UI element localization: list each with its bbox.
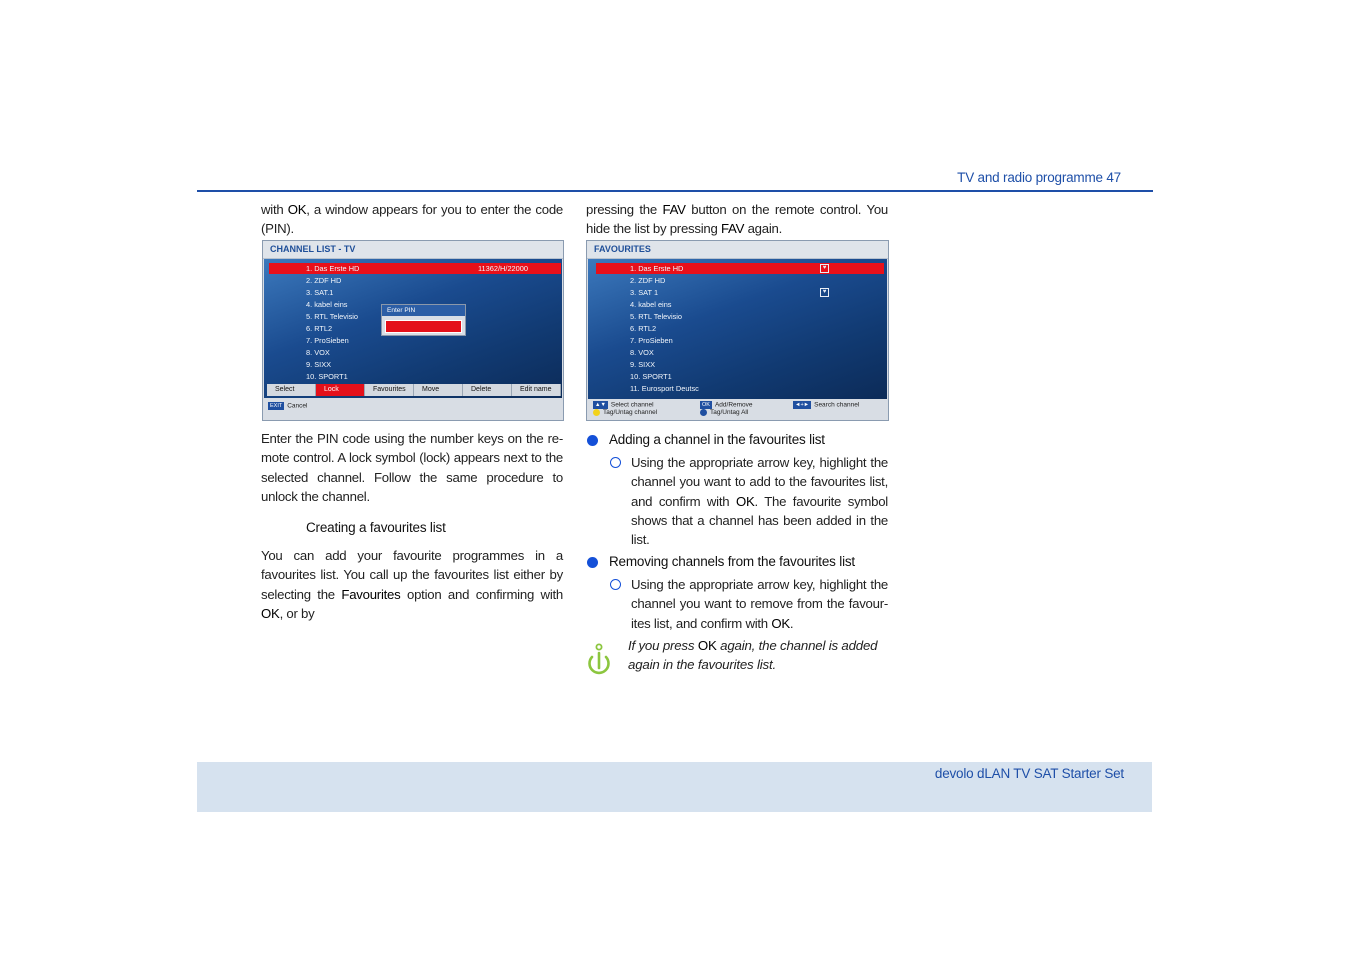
legend-tag-channel: [593, 409, 657, 416]
channel-item[interactable]: 4. kabel eins: [630, 300, 672, 309]
text-run: option and confirming with: [400, 586, 563, 602]
page-header: TV and radio programme 47: [957, 170, 1121, 185]
arrow-keys-icon: ▲▼: [595, 402, 606, 408]
text-run: , a window appears for you to enter the code (PIN).: [261, 202, 563, 237]
favourites-screen: [586, 240, 889, 421]
channel-item[interactable]: 1. Das Erste HD: [630, 264, 684, 273]
channel-item[interactable]: 3. SAT 1: [630, 288, 659, 297]
legend-tag-all: [700, 409, 748, 416]
channel-item[interactable]: 4. kabel eins: [306, 300, 348, 309]
text-run: Using the appropriate arrow key, highlight the channel you want to remove from the favour-ites list, and confirm with: [631, 577, 888, 631]
channel-item[interactable]: 5. RTL Televisio: [630, 312, 683, 321]
text-run: , or by: [279, 605, 315, 621]
text-run: If you press: [628, 638, 698, 653]
channel-item[interactable]: 7. ProSieben: [630, 336, 673, 345]
text-run: pressing the: [586, 202, 663, 217]
text-run: . The favourite symbol shows that a channel has been added in the list.: [631, 493, 888, 548]
option-favourites: Favourites: [341, 586, 401, 602]
text-run: .: [789, 615, 794, 631]
legend-label: Add/Remove: [714, 401, 753, 409]
channel-item[interactable]: 2. ZDF HD: [630, 276, 666, 285]
key-ok: OK: [735, 493, 755, 509]
favourites-paragraph: [261, 546, 563, 623]
channel-item[interactable]: 8. VOX: [306, 348, 330, 357]
legend-select-channel: [593, 401, 654, 409]
channel-item[interactable]: 8. VOX: [630, 348, 654, 357]
softkey-move[interactable]: Move: [414, 384, 463, 396]
key-ok: OK: [697, 638, 717, 653]
text-run: Using the appropriate arrow key, highlight the channel you want to add to the favourites list, and confirm with: [631, 455, 888, 509]
note-text: [628, 636, 888, 675]
bullet-heading-add: Adding a channel in the favourites list: [609, 432, 825, 447]
channel-info: 11362/H/22000: [478, 264, 528, 273]
channel-item[interactable]: 1. Das Erste HD: [306, 264, 360, 273]
yellow-key-icon: [593, 409, 600, 416]
softkey-lock[interactable]: Lock: [316, 384, 365, 396]
channel-item[interactable]: 2. ZDF HD: [306, 276, 342, 285]
bullet-heading-remove: Removing channels from the favourites list: [609, 554, 855, 569]
screen-footer: [268, 402, 307, 410]
softkey-select[interactable]: Select: [267, 384, 316, 396]
text-run: You can add your favourite programmes in a favourites list. You call up the favourites list either by selecting the: [261, 548, 563, 602]
text-run: with: [261, 202, 288, 217]
softkey-delete[interactable]: Delete: [463, 384, 512, 396]
channel-item[interactable]: 10. SPORT1: [630, 372, 672, 381]
bullet-text-remove: [631, 575, 888, 633]
legend-label: Tag/Untag channel: [603, 409, 658, 417]
legend-label: Tag/Untag All: [710, 409, 749, 417]
screen-body: [264, 259, 562, 398]
legend-search-channel: [793, 401, 859, 409]
screen-title: FAVOURITES: [587, 241, 888, 259]
bullet-text-add: [631, 453, 888, 549]
bullet-icon: [587, 557, 598, 568]
softkey-bar: [267, 384, 561, 396]
channel-list-screen: [262, 240, 564, 421]
sub-bullet-icon: [610, 579, 621, 590]
channel-item[interactable]: 6. RTL2: [630, 324, 657, 333]
bullet-icon: [587, 435, 598, 446]
subheading: Creating a favourites list: [306, 520, 446, 535]
ok-key-icon: OK: [702, 402, 710, 408]
key-fav: FAV: [720, 221, 745, 237]
legend-add-remove: [700, 401, 753, 409]
text-run: again, the channel is added again in the favourites list.: [628, 638, 878, 673]
left-intro: [261, 200, 563, 239]
text-run: button on the remote control. You hide the list by pressing: [586, 202, 888, 237]
channel-item[interactable]: 9. SIXX: [630, 360, 656, 369]
exit-key-icon: EXIT: [270, 403, 283, 409]
text-run: again.: [744, 221, 783, 237]
legend-label: Search channel: [814, 401, 860, 409]
pin-input[interactable]: [385, 320, 462, 333]
key-ok: OK: [261, 605, 280, 621]
info-icon: [586, 643, 614, 677]
header-rule: [197, 190, 1153, 192]
screen-title: CHANNEL LIST - TV: [263, 241, 563, 259]
key-fav: FAV: [662, 202, 686, 217]
channel-item[interactable]: 5. RTL Televisio: [306, 312, 359, 321]
cancel-label: Cancel: [287, 402, 308, 410]
softkey-favourites[interactable]: Favourites: [365, 384, 414, 396]
favourite-icon: ♥: [820, 264, 829, 273]
key-ok: OK: [287, 202, 307, 217]
channel-item[interactable]: 3. SAT.1: [306, 288, 334, 297]
sub-bullet-icon: [610, 457, 621, 468]
key-ok: OK: [771, 615, 790, 631]
left-right-keys-icon: ◄+►: [795, 402, 810, 408]
pin-dialog-title: Enter PIN: [382, 305, 465, 316]
blue-key-icon: [700, 409, 707, 416]
pin-paragraph: Enter the PIN code using the number keys on the re-mote control. A lock symbol (lock) appears next to the selected channel. Follow the same procedure to unlock the channel.: [261, 431, 563, 504]
page-footer: devolo dLAN TV SAT Starter Set: [934, 766, 1124, 781]
pin-dialog: [381, 304, 466, 336]
channel-item[interactable]: 7. ProSieben: [306, 336, 349, 345]
legend-label: Select channel: [610, 401, 654, 409]
channel-item[interactable]: 6. RTL2: [306, 324, 333, 333]
channel-item[interactable]: 9. SIXX: [306, 360, 332, 369]
favourite-icon: ♥: [820, 288, 829, 297]
softkey-edit-name[interactable]: Edit name: [512, 384, 561, 396]
screen-body: [588, 259, 887, 399]
channel-item[interactable]: 10. SPORT1: [306, 372, 348, 381]
channel-item[interactable]: 11. Eurosport Deutsc: [630, 384, 699, 393]
right-intro: [586, 200, 888, 239]
